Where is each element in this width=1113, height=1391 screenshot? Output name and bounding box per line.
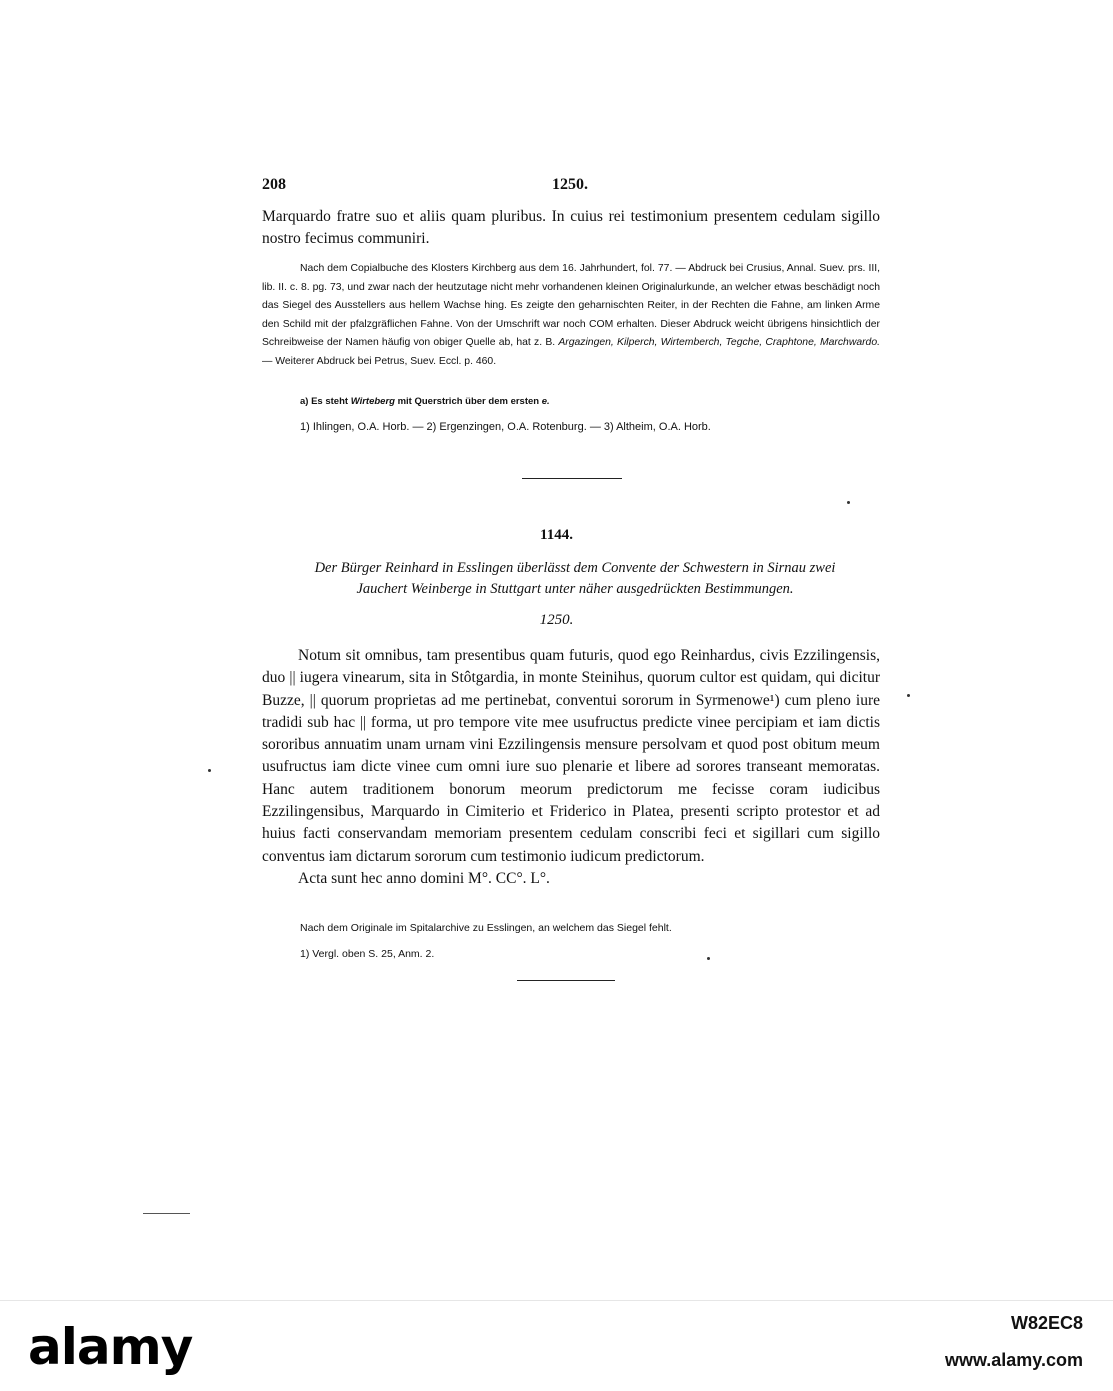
footnote-a-suffix: mit Querstrich über dem ersten: [397, 396, 540, 407]
document-body: [262, 645, 880, 890]
footnotes-top: 1) Ihlingen, O.A. Horb. — 2) Ergenzingen, O.A. Rotenburg. — 3) Altheim, O.A. Horb.: [300, 421, 711, 433]
summary-line-1: Der Bürger Reinhard in Esslingen überlässt dem Convente der Schwestern in Sirnau zwei: [314, 560, 836, 576]
footnote-a-letter: e.: [541, 396, 550, 407]
scan-speck: [208, 769, 211, 772]
scan-speck: [707, 957, 710, 960]
document-text: Notum sit omnibus, tam presentibus quam futuris, quod ego Reinhardus, civis Ezzilingensis, duo || iugera vinearum, sita in Stôtgardia, in monte Steinihus, quorum cultor est quidam, qui dicitur Buzze, || quorum proprietas ad me pertinebat, conventui sororum in Syrmenowe¹) cum pleno iure tradidi sub hac || forma, ut pro tempore vite mee usufructus predicte vinee percipiam et iam dictis sororibus annuatim unam urnam vini Ezzilingensis mensure persolvam et quod post obitum meum usufructus iam dicte vinee cum omni iure suo plenarie et libere ad sorores transeant memoratas. Hanc autem traditionem bonorum meorum predictorum me fecisse coram iudicibus Ezzilingensibus, Marquardo in Cimiterio et Friderico in Platea, presenti scripto protestor et ad huius facti conservandam memoriam presentem cedulam conscribi feci et sigillari cum sigillo conventus iam dictarum sororum cum testimonio iudicum predictorum.: [262, 647, 880, 865]
section-divider: [522, 478, 622, 479]
document-summary: [262, 558, 888, 600]
source-note-part2: — Weiterer Abdruck bei Petrus, Suev. Eccl. p. 460.: [262, 355, 497, 367]
document-footnote: 1) Vergl. oben S. 25, Anm. 2.: [300, 948, 435, 960]
page-number: 208: [262, 176, 286, 193]
summary-line-2: Jauchert Weinberge in Stuttgart unter näher ausgedrückten Bestimmungen.: [356, 581, 794, 597]
document-date: 1250.: [539, 612, 574, 628]
scan-speck: [907, 694, 910, 697]
source-note-part1: Nach dem Copialbuche des Klosters Kirchberg aus dem 16. Jahrhundert, fol. 77. — Abdruck bei Crusius, Annal. Suev. prs. III, lib. II. c. 8. pg. 73, und zwar nach der heutzutage nicht mehr vorhandenen kleinen Originalurkunde, an welcher etwas beschädigt noch das Siegel des Ausstellers aus hellem Wachse hing. Es zeigte den geharnischten Reiter, in der Rechten die Fahne, am linken Arme den Schild mit der pfalzgräflichen Fahne. Von der Umschrift war noch COM erhalten. Dieser Abdruck weicht übrigens hinsichtlich der Schreibweise der Namen häufig von obiger Quelle ab, hat z. B.: [262, 263, 880, 348]
continuation-text: [262, 206, 880, 250]
site-url: www.alamy.com: [944, 1350, 1083, 1370]
running-header-year: 1250.: [552, 176, 588, 193]
document-closing: Acta sunt hec anno domini M°. CC°. L°.: [298, 869, 550, 887]
alamy-logo: alamy: [28, 1318, 193, 1376]
source-note: [262, 260, 880, 371]
footnote-a: [300, 396, 550, 407]
footnote-a-word: Wirteberg: [350, 396, 395, 407]
image-id: W82EC8: [1010, 1313, 1083, 1333]
source-note-names: Argazingen, Kilperch, Wirtemberch, Tegche, Craphtone, Marchwardo.: [558, 337, 881, 348]
footnote-a-prefix: a) Es steht: [300, 396, 349, 407]
end-divider: [517, 980, 615, 981]
document-number: 1144.: [540, 527, 573, 543]
continuation-paragraph: Marquardo fratre suo et aliis quam pluribus. In cuius rei testimonium presentem cedulam sigillo nostro fecimus communiri.: [262, 208, 880, 247]
scan-mark: [143, 1213, 190, 1214]
document-source-note: Nach dem Originale im Spitalarchive zu Esslingen, an welchem das Siegel fehlt.: [300, 922, 672, 934]
scan-speck: [847, 501, 850, 504]
